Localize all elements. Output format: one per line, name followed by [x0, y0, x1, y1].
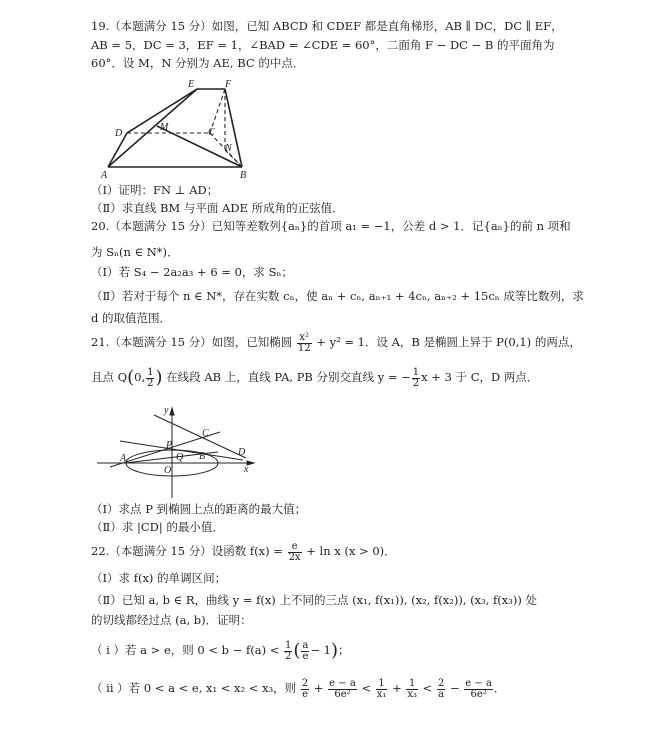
label-x: x	[244, 464, 249, 475]
q19-line-1: 19.（本题满分 15 分）如图，已知 ABCD 和 CDEF 都是直角梯形，AB ∥ DC，DC ∥ EF，	[91, 19, 563, 33]
q22-sub-ii: （ ii ）若 0 < a < e, x₁ < x₂ < x₃，则 $\frac{2}{e}$ + $\frac{e - a}{\text{6e²}}$ < $\frac{1}{\text{x₁}}$ + $\frac{1}{\text{x₃}}$ < $\frac{2}{a}$ − $\frac{e - a}{\text{6e²}}$ ．	[91, 677, 506, 700]
q21-line-1	[91, 329, 581, 355]
f-fraction: $\frac{e}{2x}$	[288, 540, 301, 563]
q21-part-1: （Ⅰ）求点 P 到椭圆上点的距离的最大值；	[91, 502, 307, 516]
label-n: N	[225, 143, 232, 154]
q22-sub-i: （ i ）若 a > e，则 0 < b − f(a) < $\frac{1}{2}$ ( $\frac{a}{e}$ − 1)；	[91, 639, 350, 662]
q20-part-2b: d 的取值范围．	[91, 311, 172, 325]
label-d: D	[115, 128, 123, 139]
label-d2: D	[238, 447, 246, 458]
q21-text-e: x + 3 于 C，D 两点．	[421, 370, 539, 384]
q19-line-3: 60°．设 M，N 分别为 AE, BC 的中点．	[91, 56, 305, 70]
label-o: O	[164, 465, 172, 476]
ellipse-fraction: $\frac{\text{x²}}{12}$	[297, 331, 311, 354]
q21-text-d: 在线段 AB 上，直线 PA, PB 分别交直线 y = −	[166, 370, 411, 384]
ellipse-figure	[0, 395, 646, 500]
trapezoid-3d-figure	[0, 0, 646, 185]
q22-part-1: （Ⅰ）求 f(x) 的单调区间；	[91, 571, 227, 585]
q21-text-c: 且点 Q	[91, 370, 128, 384]
label-a: A	[101, 170, 108, 181]
q21-text-a: 21.（本题满分 15 分）如图，已知椭圆	[91, 335, 293, 349]
label-c: C	[208, 127, 215, 138]
q20-line-2: 为 Sₙ(n ∈ N*)．	[91, 245, 179, 259]
slope-fraction: $\frac{1}{2}$	[412, 366, 420, 389]
q22-text-a: 22.（本题满分 15 分）设函数 f(x) =	[91, 544, 283, 558]
label-a2: A	[120, 453, 127, 464]
q22-part-2: （Ⅱ）已知 a, b ∈ R，曲线 y = f(x) 上不同的三点 (x₁, f(x₁)), (x₂, f(x₂)), (x₃, f(x₃)) 处	[91, 593, 537, 607]
q20-line-1: 20.（本题满分 15 分）已知等差数列{aₙ}的首项 a₁ = −1，公差 d > 1．记{aₙ}的前 n 项和	[91, 219, 571, 233]
q21-part-2: （Ⅱ）求 |CD| 的最小值．	[91, 520, 224, 534]
q20-part-1: （Ⅰ）若 S₄ − 2a₂a₃ + 6 = 0，求 Sₙ；	[91, 265, 293, 279]
q22-part-2b: 的切线都经过点 (a, b)．证明：	[91, 613, 252, 627]
label-y: y	[164, 405, 169, 416]
label-f: F	[225, 79, 232, 90]
q21-text-b: + y² = 1．设 A，B 是椭圆上异于 P(0,1) 的两点，	[316, 335, 581, 349]
q-fraction: $\frac{1}{2}$	[147, 366, 154, 389]
q21-line-2: 且点 Q(0, $\frac{1}{2}$ ) 在线段 AB 上，直线 PA, PB 分别交直线 y = − $\frac{1}{2}$ x + 3 于 C，D 两点．	[91, 366, 539, 389]
q22-line-1	[91, 538, 396, 564]
label-e: E	[188, 79, 195, 90]
label-b2: B	[199, 451, 206, 462]
label-b: B	[240, 170, 247, 181]
q19-part-2: （Ⅱ）求直线 BM 与平面 ADE 所成角的正弦值．	[91, 201, 344, 215]
q20-part-2: （Ⅱ）若对于每个 n ∈ N*，存在实数 cₙ，使 aₙ + cₙ, aₙ₊₁ + 4cₙ, aₙ₊₂ + 15cₙ 成等比数列，求	[91, 289, 584, 303]
label-m: M	[160, 122, 169, 133]
q19-part-1: （Ⅰ）证明：FN ⊥ AD；	[91, 183, 219, 197]
label-c2: C	[202, 428, 209, 439]
q22-text-b: + ln x (x > 0)．	[306, 544, 396, 558]
label-q: Q	[176, 452, 184, 463]
label-p: P	[166, 440, 173, 451]
q19-line-2: AB = 5，DC = 3，EF = 1，∠BAD = ∠CDE = 60°，二面角 F − DC − B 的平面角为	[91, 38, 555, 52]
